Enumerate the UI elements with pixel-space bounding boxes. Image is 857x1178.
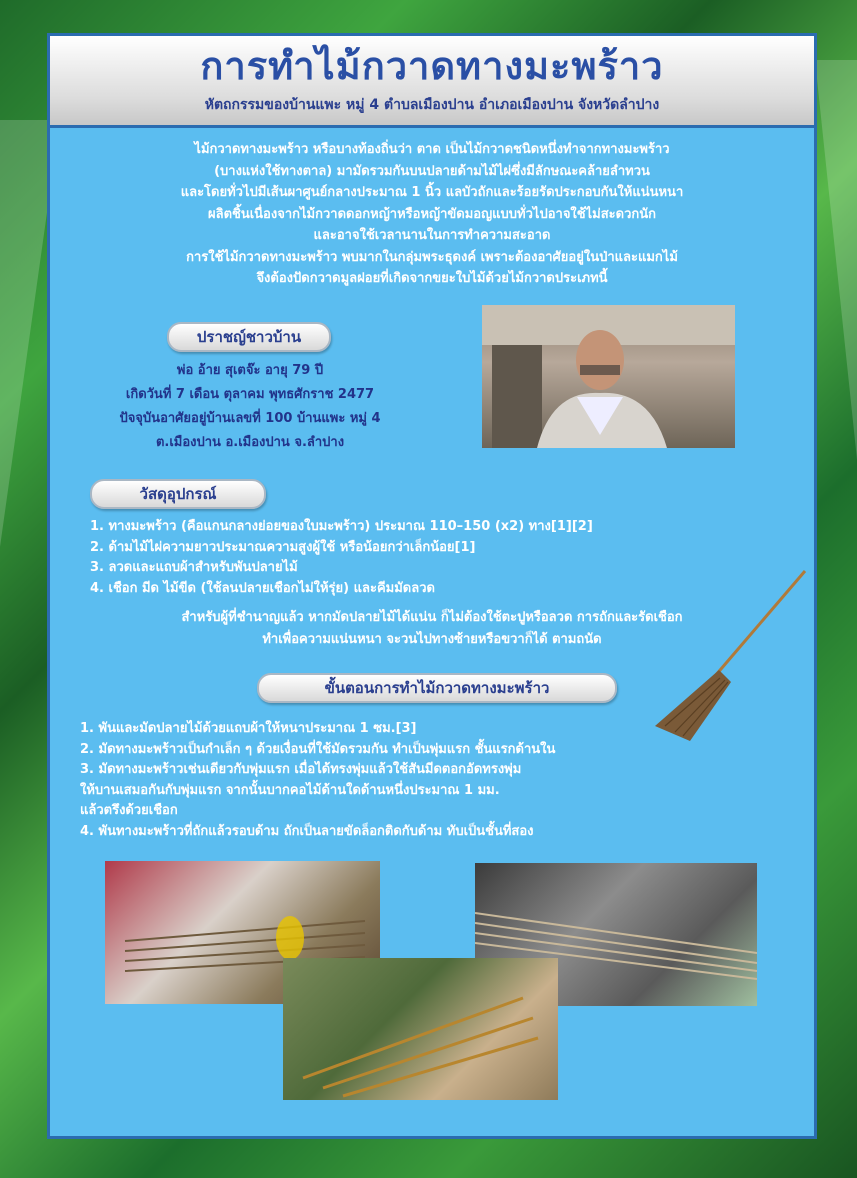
page-subtitle: หัตถกรรมของบ้านแพะ หมู่ 4 ตำบลเมืองปาน อำเภอเมืองปาน จังหวัดลำปาง — [204, 97, 660, 113]
materials-item: 3. ลวดและแถบผ้าสำหรับพันปลายไม้ — [90, 560, 298, 575]
steps-item: 4. พันทางมะพร้าวที่ถักแล้วรอบด้าม ถักเป็นลายขัดล็อกติดกับด้าม ทับเป็นชั้นที่สอง — [80, 823, 534, 839]
steps-heading: ขั้นตอนการทำไม้กวาดทางมะพร้าว — [257, 673, 617, 703]
intro-line: และอาจใช้เวลานานในการทำความสะอาด — [313, 228, 551, 243]
poster-panel — [47, 33, 817, 1139]
portrait-image — [482, 305, 735, 448]
steps-item: 1. พันและมัดปลายไม้ด้วยแถบผ้าให้หนาประมาณ 1 ซม.[3] — [80, 721, 417, 736]
sage-info — [70, 359, 430, 455]
steps-item: 2. มัดทางมะพร้าวเป็นกำเล็ก ๆ ด้วยเงื่อนที่ใช้มัดรวมกัน ทำเป็นพุ่มแรก ชั้นแรกด้านใน — [80, 741, 556, 757]
broom-illustration — [635, 566, 815, 746]
sage-heading: ปราชญ์ชาวบ้าน — [167, 322, 331, 352]
intro-line: จึงต้องปัดกวาดมูลฝอยที่เกิดจากขยะใบไม้ด้วยไม้กวาดประเภทนี้ — [256, 271, 608, 286]
intro-line: และโดยทั่วไปมีเส้นผาศูนย์กลางประมาณ 1 นิ้ว แลบัวถักและร้อยรัดประกอบกันให้แน่นหนา — [180, 185, 684, 200]
intro-line: (บางแห่งใช้ทางตาล) มามัดรวมกันบนปลายด้ามไม้ไผ่ซึ่งมีลักษณะคล้ายลำทวน — [214, 163, 650, 179]
note-line: ทำเพื่อความแน่นหนา จะวนไปทางซ้ายหรือขวาก็ได้ ตามถนัด — [262, 631, 602, 647]
sage-line: เกิดวันที่ 7 เดือน ตุลาคม พุทธศักราช 2477 — [125, 387, 375, 402]
sage-photo — [482, 305, 735, 448]
steps-item: 3. มัดทางมะพร้าวเช่นเดียวกับพุ่มแรก เมื่อได้ทรงพุ่มแล้วใช้สันมีดตอกอัดทรงพุ่ม — [80, 762, 522, 777]
poster-header — [50, 36, 814, 128]
sage-line: ปัจจุบันอาศัยอยู่บ้านเลขที่ 100 บ้านแพะ หมู่ 4 — [119, 411, 381, 426]
materials-list — [90, 517, 593, 599]
materials-item: 4. เชือก มีด ไม้ขีด (ใช้ลนปลายเชือกไม่ให้รุ่ย) และคีมมัดลวด — [90, 580, 435, 596]
intro-line: ไม้กวาดทางมะพร้าว หรือบางท้องถิ่นว่า ตาด เป็นไม้กวาดชนิดหนึ่งทำจากทางมะพร้าว — [194, 142, 670, 157]
leaf-stripe — [815, 60, 857, 1060]
sage-line: ต.เมืองปาน อ.เมืองปาน จ.ลำปาง — [155, 435, 345, 450]
materials-item: 1. ทางมะพร้าว (คือแกนกลางย่อยของใบมะพร้าว) ประมาณ 110–150 (x2) ทาง[1][2] — [90, 519, 593, 534]
intro-line: การใช้ไม้กวาดทางมะพร้าว พบมากในกลุ่มพระธุดงค์ เพราะต้องอาศัยอยู่ในป่าและแมกไม้ — [186, 249, 678, 265]
materials-heading: วัสดุอุปกรณ์ — [90, 479, 266, 509]
materials-item: 2. ด้ามไม้ไผ่ความยาวประมาณความสูงผู้ใช้ หรือน้อยกว่าเล็กน้อย[1] — [90, 539, 476, 555]
steps-list — [80, 719, 555, 842]
page-title: การทำไม้กวาดทางมะพร้าว — [200, 43, 664, 88]
step-photo-3 — [283, 958, 558, 1100]
steps-item: ให้บานเสมอกันกับพุ่มแรก จากนั้นบากคอไม้ด้านใดด้านหนึ่งประมาณ 1 มม. — [80, 782, 500, 798]
intro-paragraph — [50, 139, 814, 290]
steps-item: แล้วตรึงด้วยเชือก — [80, 803, 178, 818]
intro-line: ผลิตชิ้นเนื่องจากไม้กวาดดอกหญ้าหรือหญ้าขัดมอญแบบทั่วไปอาจใช้ไม่สะดวกนัก — [207, 206, 657, 222]
note-line: สำหรับผู้ที่ชำนาญแล้ว หากมัดปลายไม้ได้แน่น ก็ไม่ต้องใช้ตะปูหรือลวด การถักและรัดเชือก — [181, 610, 683, 625]
sage-line: พ่อ อ้าย สุเตจ๊ะ อายุ 79 ปี — [176, 363, 324, 378]
